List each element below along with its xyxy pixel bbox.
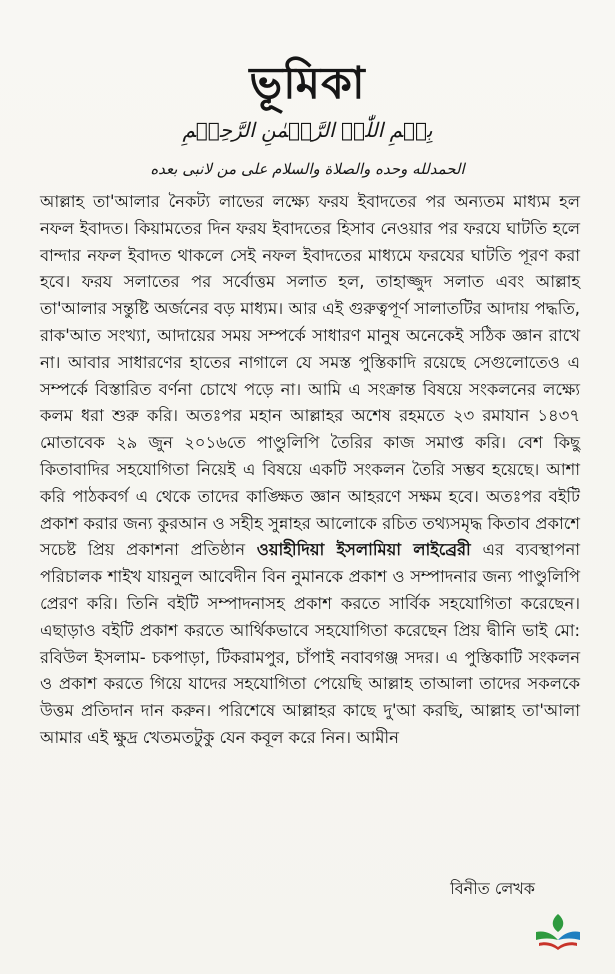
publisher-name: ওয়াহীদিয়া ইসলামিয়া লাইব্রেরী [256, 540, 471, 560]
bismillah-line: بِسۡمِ اللّٰہِ الرَّحۡمٰنِ الرَّحِیۡمِ [182, 118, 433, 142]
logo-book-base [539, 942, 577, 950]
preface-body [40, 189, 580, 752]
preface-text-part1: আল্লাহ তা'আলার নৈকট্য লাভের লক্ষ্যে ফরয ইবাদতের পর অন্যতম মাধ্যম হল নফল ইবাদত। কিয়ামতের দিন ফরয ইবাদতের হিসাব নেওয়ার পর ফরযে ঘাটতি হলে বান্দার নফল ইবাদত থাকলে সেই নফল ইবাদতের মাধ্যমে ফরযের ঘাটতি পূরণ করা হবে। ফরয সলাতের পর সর্বোত্তম সলাত হল, তাহাজ্জুদ সলাত এবং আল্লাহ তা'আলার সন্তুষ্টি অর্জনের বড় মাধ্যম। আর এই গুরুত্বপূর্ণ সালাতটির আদায় পদ্ধতি, রাক'আত সংখ্যা, আদায়ের সময় সম্পর্কে সাধারণ মানুষ অনেকেই সঠিক জ্ঞান রাখে না। আবার সাধারণের হাতের নাগালে যে সমস্ত পুস্তিকাদি রয়েছে সেগুলোতেও এ সম্পর্কে বিস্তারিত বর্ণনা চোখে পড়ে না। আমি এ সংক্রান্ত বিষয়ে সংকলনের লক্ষ্যে কলম ধরা শুরু করি। অতঃপর মহান আল্লাহর অশেষ রহমতে ২৩ রমাযান ১৪৩৭ মোতাবেক ২৯ জুন ২০১৬তে পাণ্ডুলিপি তৈরির কাজ সমাপ্ত করি। বেশ কিছু কিতাবাদির সহযোগিতা নিয়েই এ বিষয়ে একটি সংকলন তৈরি সম্ভব হয়েছে। আশা করি পাঠকবর্গ এ থেকে তাদের কাঙ্ক্ষিত জ্ঞান আহরণে সক্ষম হবে। অতঃপর বইটি প্রকাশ করার জন্য কুরআন ও সহীহ সুন্নাহর আলোকে রচিত তথ্যসমৃদ্ধ কিতাব প্রকাশে সচেষ্ট প্রিয় প্রকাশনা প্রতিষ্ঠান [40, 192, 580, 560]
book-leaf-icon [531, 910, 585, 952]
hamd-line: الحمدلله وحده والصلاة والسلام علی من لانبی بعده [150, 160, 465, 178]
page-title: ভূমিকা [249, 58, 366, 109]
preface-text-part2: এর ব্যবস্থাপনা পরিচালক শাইখ যায়নুল আবেদীন বিন নুমানকে প্রকাশ ও সম্পাদনার জন্য পাণ্ডুলিপি প্রেরণ করি। তিনি বইটি সম্পাদনাসহ প্রকাশ করতে সার্বিক সহযোগিতা করেছেন। এছাড়াও বইটি প্রকাশ করতে আর্থিকভাবে সহযোগিতা করেছেন প্রিয় দ্বীনি ভাই মো: রবিউল ইসলাম- চকপাড়া, টিকরামপুর, চাঁপাই নবাবগঞ্জ সদর। এ পুস্তিকাটি সংকলন ও প্রকাশ করতে গিয়ে যাদের সহযোগিতা পেয়েছি আল্লাহ তাআলা তাদের সকলকে উত্তম প্রতিদান দান করুন। পরিশেষে আল্লাহর কাছে দু'আ করছি, আল্লাহ তা'আলা আমার এই ক্ষুদ্র খেতমতটুকু যেন কবূল করে নিন। আমীন [40, 540, 580, 747]
author-signature: বিনীত লেখক [450, 879, 535, 898]
logo-book-right [558, 931, 580, 940]
logo-book-left [536, 931, 558, 940]
logo-leaf-top [553, 914, 564, 932]
